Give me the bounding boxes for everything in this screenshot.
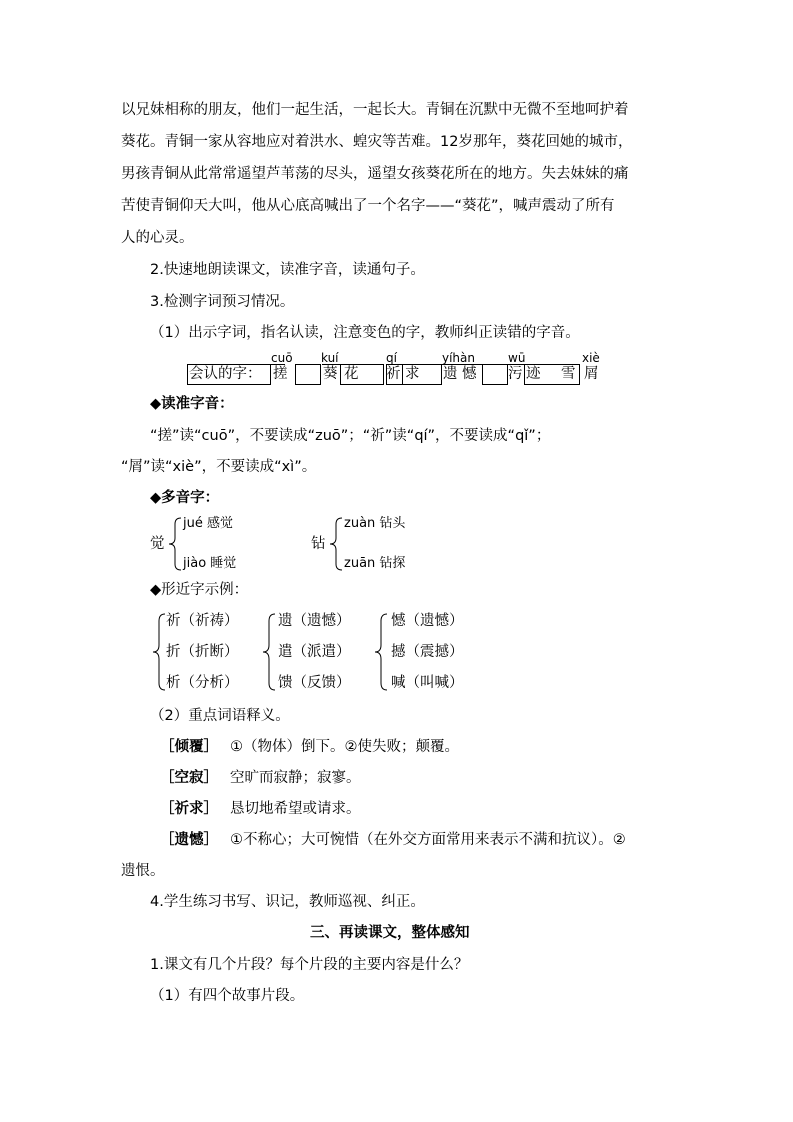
polyphone-heading: ◆多音字：: [150, 490, 220, 506]
pron-heading: ◆读准字音：: [150, 396, 234, 412]
paragraph-line: 人的心灵。: [121, 230, 194, 246]
paragraph-line: 男孩青铜从此常常遥望芦苇荡的尽头，遥望女孩葵花所在的地方。失去妹妹的痛: [121, 166, 629, 182]
char: 迹: [526, 366, 541, 382]
pinyin: kuí: [321, 351, 339, 365]
section-heading: 三、再读课文，整体感知: [310, 925, 470, 941]
vocab-row: [160, 768, 361, 788]
similar-item: 折（折断）: [166, 644, 239, 660]
vocab-row: [160, 799, 361, 819]
vocab-continuation: 遗恨。: [121, 863, 165, 879]
pinyin: qí: [386, 351, 397, 365]
polyphone-char: 觉: [150, 536, 165, 552]
vocab-def: 恳切地希望或请求。: [230, 801, 361, 817]
vocab-term: ［倾覆］: [160, 739, 218, 755]
similar-item: 馈（反馈）: [278, 675, 351, 691]
question-1-answer: （1）有四个故事片段。: [150, 988, 305, 1004]
vocab-def: ①（物体）倒下。②使失败；颠覆。: [230, 739, 459, 755]
polyphone-char: 钻: [311, 536, 326, 552]
question-1: 1.课文有几个片段？每个片段的主要内容是什么？: [150, 957, 469, 973]
vocab-def: ①不称心；大可惋惜（在外交方面常用来表示不满和抗议）。②: [230, 832, 626, 848]
brace-icon: [152, 612, 166, 692]
pron-line: “屑”读“xiè”，不要读成“xì”。: [121, 459, 317, 475]
pinyin: cuō: [271, 351, 293, 365]
vocab-row: [160, 737, 459, 757]
similar-item: 遣（派遣）: [278, 644, 351, 660]
step-3: 3.检测字词预习情况。: [150, 294, 295, 310]
paragraph-line: 以兄妹相称的朋友，他们一起生活，一起长大。青铜在沉默中无微不至地呵护着: [121, 102, 629, 118]
char: 憾: [462, 366, 477, 382]
vocab-term: ［遗憾］: [160, 832, 218, 848]
brace-icon: [262, 612, 276, 692]
char-box: [340, 364, 384, 385]
char-box: [386, 364, 403, 385]
similar-item: 遗（遗憾）: [278, 613, 351, 629]
char: 雪: [561, 366, 576, 382]
polyphone-item: jiào 睡觉: [183, 556, 237, 571]
brace-icon: [168, 516, 182, 572]
brace-icon: [329, 516, 343, 572]
similar-heading: ◆形近字示例：: [150, 582, 249, 598]
similar-item: 憾（遗憾）: [391, 613, 464, 629]
char-table-label: 会认的字：: [189, 366, 262, 382]
char-box: [402, 364, 442, 385]
pinyin: yíhàn: [442, 351, 475, 365]
vocab-row: [160, 830, 626, 850]
vocab-term: ［空寂］: [160, 770, 218, 786]
char: 祈: [386, 366, 401, 382]
step-3-1: （1）出示字词，指名认读，注意变色的字，教师纠正读错的字音。: [150, 325, 580, 341]
char: 污: [508, 366, 523, 382]
char-box: [482, 364, 508, 385]
step-2: 2.快速地朗读课文，读准字音，读通句子。: [150, 262, 425, 278]
char: 求: [405, 366, 420, 382]
vocab-def: 空旷而寂静；寂寥。: [230, 770, 361, 786]
paragraph-line: 葵花。青铜一家从容地应对着洪水、蝗灾等苦难。12岁那年，葵花回她的城市，: [121, 134, 633, 150]
char-label-box: [187, 364, 271, 385]
pinyin: xiè: [582, 351, 600, 365]
brace-icon: [374, 612, 388, 692]
polyphone-item: zuàn 钻头: [344, 516, 406, 531]
similar-item: 祈（祈祷）: [166, 613, 239, 629]
similar-item: 喊（叫喊）: [391, 675, 464, 691]
polyphone-item: zuān 钻探: [344, 556, 406, 571]
polyphone-item: jué 感觉: [183, 516, 233, 531]
similar-item: 撼（震撼）: [391, 644, 464, 660]
similar-item: 析（分析）: [166, 675, 239, 691]
char: 屑: [584, 366, 599, 382]
char-box: [295, 364, 321, 385]
step-4: 4.学生练习书写、识记，教师巡视、纠正。: [150, 894, 425, 910]
pron-line: “搓”读“cuō”，不要读成“zuō”；“祈”读“qí”，不要读成“qǐ”；: [150, 428, 551, 444]
step-3-2: （2）重点词语释义。: [150, 708, 290, 724]
char: 葵: [323, 366, 338, 382]
char: 搓: [273, 366, 288, 382]
paragraph-line: 苦使青铜仰天大叫，他从心底高喊出了一个名字——“葵花”，喊声震动了所有: [121, 198, 615, 214]
vocab-term: ［祈求］: [160, 801, 218, 817]
pinyin: wū: [508, 351, 526, 365]
char: 花: [344, 366, 359, 382]
char: 遗: [443, 366, 458, 382]
